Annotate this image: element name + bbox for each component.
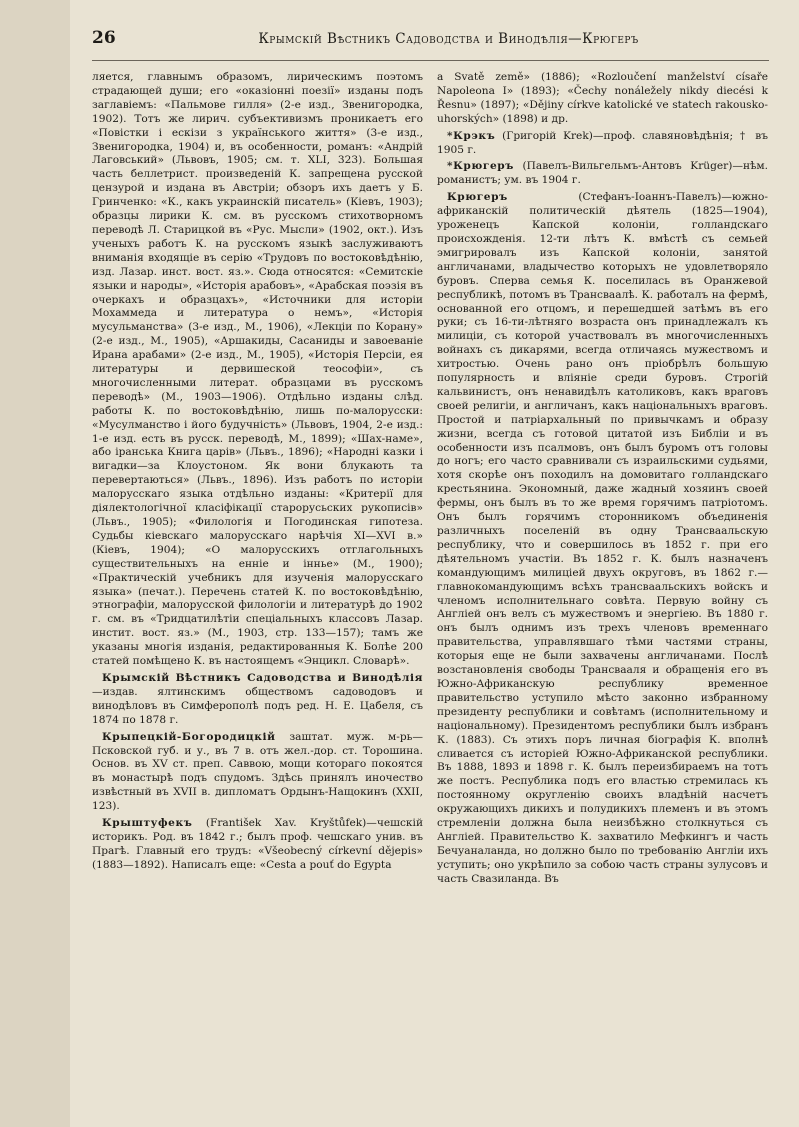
running-title: Крымскій Вѣстникъ Садоводства и Винодѣлія—Крюгеръ — [258, 31, 639, 47]
entry-headword: *Крюгеръ — [447, 160, 515, 173]
entry-headword: Крюгеръ — [447, 191, 508, 204]
entry-headword: Крыпецкій-Богородицкій — [102, 730, 276, 743]
text-columns — [92, 71, 769, 890]
paragraph-text: a Svatě země» (1886); «Rozloučení manželství císaře Napoleona I» (1893); «Čechy nonáležely nikdy diecési k Řesnu» (1897); «Dějiny církve katolické ve statech rakousko-uhorských» (1898) и др. — [437, 71, 768, 125]
right-column — [437, 71, 768, 890]
entry-headword: *Крэкъ — [447, 129, 496, 142]
entry-headword: Крыштуфекъ — [102, 817, 193, 830]
left-column — [92, 71, 423, 890]
entry-text: (František Xav. Kryštůfek)—чешскій историкъ. Род. въ 1842 г.; былъ проф. чешскаго унив. въ Прагѣ. Главный его трудъ: «Všeobecný církevní dějepis» (1883—1892). Написалъ еще: «Cesta a pouť do Egypta — [92, 817, 423, 871]
entry-text: (Стефанъ-Іоаннъ-Павелъ)—южно-африканскій политическій дѣятель (1825—1904), уроженецъ Капской колоніи, голландскаго происхожденія. 12-ти лѣтъ К. вмѣстѣ съ семьей эмигрировалъ изъ Капской колоніи, занятой англичанами, владычество которыхъ не удовлетворяло буровъ. Сперва семья К. поселилась въ Оранжевой республикѣ, потомъ въ Трансваалѣ. К. работалъ на фермѣ, основанной его отцомъ, и перешедшей затѣмъ въ его руки; съ 16-ти-лѣтняго возраста онъ принадлежалъ къ милиціи, съ которой участвовалъ въ многочисленныхъ войнахъ съ дикарями, всегда отличаясь мужествомъ и хитростью. Очень рано онъ пріобрѣлъ большую популярность и вліяніе среди буровъ. Строгій кальвинистъ, онъ ненавидѣлъ католиковъ, какъ враговъ своей религіи, и англичанъ, какъ національныхъ враговъ. Простой и патріархальный по привычкамъ и образу жизни, всегда съ готовой цитатой изъ Библіи и въ особенности изъ псалмовъ, онъ былъ буромъ отъ головы до ногъ; его часто сравнивали съ израильскими судьями, хотя скорѣе онъ походилъ на домовитаго голландскаго крестьянина. Экономный, даже жадный хозяинъ своей фермы, онъ былъ въ то же время горячимъ патріотомъ. Онъ былъ горячимъ сторонникомъ объединенія различныхъ поселеній въ одну Трансваальскую республику, что и совершилось въ 1852 г. при его дѣятельномъ участіи. Въ 1852 г. К. былъ назначенъ командующимъ милиціей двухъ округовъ, въ 1862 г.—главнокомандующимъ всѣхъ трансваальскихъ войскъ и членомъ исполнительнаго совѣта. Первую войну съ Англіей онъ велъ съ мужествомъ и энергіею. Въ 1880 г. онъ былъ однимъ изъ трехъ членовъ временнаго правительства, управлявшаго тѣми частями страны, которыя еще не были захвачены англичанами. Послѣ возстановленія свободы Трансвааля и обращенія его въ Южно-Африканскую республику временное правительство уступило мѣсто законно избранному президенту республики и совѣтамъ (исполнительному и національному). Президентомъ республики былъ избранъ К. (1883). Съ этихъ поръ личная біографія К. вполнѣ сливается съ исторіей Южно-Африканской республики. Въ 1888, 1893 и 1898 г. К. былъ переизбираемъ на тотъ же постъ. Республика подъ его властью стремилась къ постоянному округленію своихъ владѣній насчетъ окружающихъ дикихъ и полудикихъ племенъ и въ этомъ стремленіи должна была неизбѣжно столкнуться съ Англіей. Правительство К. захватило Мефкингъ и часть Бечуаналанда, но должно было по требованію Англіи ихъ уступить; оно укрѣпило за собою часть страны зулусовъ и часть Свазиланда. Въ — [437, 191, 768, 885]
entry-text: (Григорій Krek)—проф. славяновѣдѣнія; † въ 1905 г. — [437, 129, 768, 156]
dictionary-entry — [92, 672, 423, 728]
dictionary-entry — [92, 817, 423, 873]
continued-paragraph — [437, 71, 768, 127]
dictionary-entry — [437, 191, 768, 886]
continued-paragraph — [92, 71, 423, 669]
entry-text: (Павелъ-Вильгельмъ-Антовъ Krüger)—нѣм. романистъ; ум. въ 1904 г. — [437, 160, 768, 187]
dictionary-entry — [437, 160, 768, 188]
page-number: 26 — [92, 28, 116, 48]
dictionary-entry — [92, 731, 423, 814]
opposite-page-margin — [0, 0, 70, 1127]
entry-headword: Крымскій Вѣстникъ Садоводства и Винодѣлія — [102, 671, 423, 684]
entry-text: —издав. ялтинскимъ обществомъ садоводовъ и винодѣловъ въ Симферополѣ подъ ред. Н. Е. Цабеля, съ 1874 по 1878 г. — [92, 685, 423, 726]
entry-text: заштат. муж. м-рь—Псковской губ. и у., въ 7 в. отъ жел.-дор. ст. Торошина. Основ. въ XV ст. преп. Саввою, мощи котораго покоятся въ монастырѣ подъ спудомъ. Здѣсь принялъ иночество извѣстный въ XVII в. дипломатъ Ордынъ-Нащокинъ (XXII, 123). — [92, 730, 423, 813]
paragraph-text: ляется, главнымъ образомъ, лирическимъ поэтомъ страдающей души; его «оказіонні поезії» изданы подъ заглавіемъ: «Пальмове гилля» (2-е изд., Звенигородка, 1902). Тотъ же лирич. субъективизмъ проникаетъ его «Повістки і ескізи з українського життя» (3-е изд., Звенигородка, 1904) и, въ особенности, романъ: «Андрій Лаговський» (Львовъ, 1905; см. т. XLI, 323). Большая часть беллетрист. произведеній К. запрещена русской цензурой и издана въ Австріи; обзоръ ихъ даетъ у Б. Гринченко: «К., какъ украинскій писатель» (Кіевъ, 1903); образцы лирики К. см. въ русскомъ стихотворномъ переводѣ Л. Старицкой въ «Рус. Мысли» (1902, окт.). Изъ ученыхъ работъ К. на русскомъ языкѣ заслуживаютъ вниманія входящіе въ серію «Трудовъ по востоковѣдѣнію, изд. Лазар. инст. вост. яз.». Сюда относятся: «Семитскіе языки и народы», «Исторія арабовъ», «Арабская поэзія въ очеркахъ и образцахъ», «Источники для исторіи Мохаммеда и литература о немъ», «Исторія мусульманства» (3-е изд., М., 1906), «Лекціи по Корану» (2-е изд., М., 1905), «Аршакиды, Сасаниды и завоеваніе Ирана арабами» (2-е изд., М., 1905), «Исторія Персіи, ея литературы и дервишеской теософіи», съ многочисленными литерат. образцами въ русскомъ переводѣ» (М., 1903—1906). Отдѣльно изданы слѣд. работы К. по востоковѣдѣнію, лишь по-малорусски: «Мусулманство і його будучність» (Львовъ, 1904, 2-е изд.: 1-е изд. есть въ русск. переводѣ, М., 1899); «Шах-наме», або іранська Книга царів» (Львъ., 1896); «Народні казки і вигадки—за Клоустоном. Як вони блукають та перевертаються» (Львъ., 1896). Изъ работъ по исторіи малорусскаго языка отдѣльно изданы: «Критерії для діялектологічної класіфікації старорусьских рукописів» (Львъ., 1905); «Филологія и Погодинская гипотеза. Судьбы кіевскаго малорусскаго нарѣчія XI—XVI в.» (Кіевъ, 1904); «О малорусскихъ отглагольныхъ существительныхъ на енніе и іннье» (М., 1900); «Практическій учебникъ для изученія малорусскаго языка» (печат.). Перечень статей К. по востоковѣдѣнію, этнографіи, малорусской филологіи и литературѣ до 1902 г. см. въ «Тридцатилѣтіи спеціальныхъ классовъ Лазар. инстит. вост. яз.» (М., 1903, стр. 133—157); тамъ же указаны многія изданія, редактированныя К. Болѣе 200 статей помѣщено К. въ настоящемъ «Энцикл. Словарѣ». — [92, 71, 423, 668]
page-header — [92, 28, 769, 61]
dictionary-entry — [437, 130, 768, 158]
